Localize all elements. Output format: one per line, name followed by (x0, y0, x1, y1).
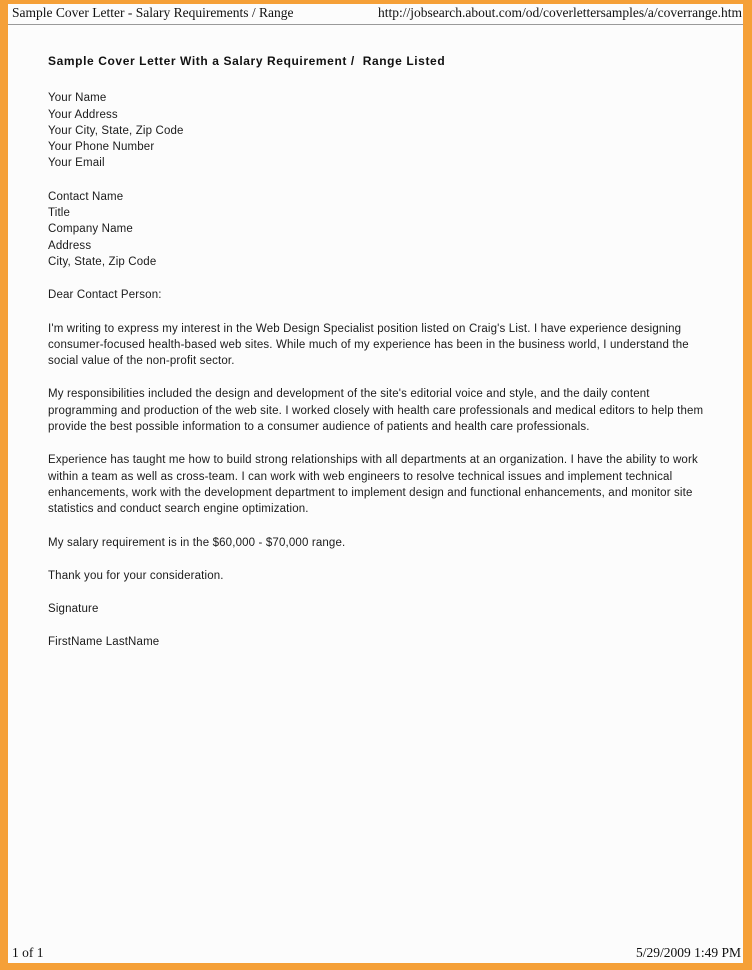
letter-title: Sample Cover Letter With a Salary Requirement / Range Listed (48, 54, 446, 68)
print-header-url: http://jobsearch.about.com/od/coverlettersamples/a/coverrange.htm (378, 5, 742, 20)
body-paragraph-1: I'm writing to express my interest in the Web Design Specialist position listed on Craig's List. I have experience designing consumer-focused health-based web sites. While much of my experience has been in the business world, I understand the social value of the non-profit sector. (48, 322, 689, 368)
salutation-line: Dear Contact Person: (48, 289, 162, 302)
sender-name-line: Your Name (48, 92, 107, 105)
sender-address-block (48, 90, 703, 171)
print-header-title: Sample Cover Letter - Salary Requirements / Range (12, 5, 294, 20)
print-footer (8, 943, 743, 963)
salary-requirement-paragraph: My salary requirement is in the $60,000 - $70,000 range. (48, 536, 346, 549)
sender-phone-line: Your Phone Number (48, 141, 155, 154)
signature-label: Signature (48, 603, 99, 616)
sender-email-line: Your Email (48, 157, 105, 170)
closing-paragraph: Thank you for your consideration. (48, 569, 224, 582)
signer-name-block (48, 634, 703, 650)
signer-name: FirstName LastName (48, 636, 160, 649)
page-number: 1 of 1 (12, 945, 44, 960)
recipient-address-block (48, 189, 703, 270)
recipient-company-line: Company Name (48, 223, 133, 236)
sender-address-line: Your Address (48, 108, 118, 121)
recipient-address-line: Address (48, 239, 92, 252)
salutation (48, 287, 703, 303)
letter-document (8, 25, 743, 943)
recipient-name-line: Contact Name (48, 190, 124, 203)
print-header (8, 4, 743, 25)
recipient-title-line: Title (48, 207, 71, 220)
sender-city-line: Your City, State, Zip Code (48, 124, 184, 137)
print-timestamp: 5/29/2009 1:49 PM (635, 945, 741, 960)
recipient-city-line: City, State, Zip Code (48, 255, 157, 268)
body-paragraph-2: My responsibilities included the design and development of the site's editorial voice and style, and the daily content programming and production of the web site. I worked closely with health care professionals and medical editors to help them provide the best possible information to a consumer audience of patients and health care professionals. (48, 388, 704, 434)
body-paragraph-3: Experience has taught me how to build strong relationships with all departments at an organization. I have the ability to work within a team as well as cross-team. I can work with web engineers to resolve technical issues and implement technical enhancements, work with the development department to implement design and functional enhancements, and monitor site statistics and conduct search engine optimization. (48, 454, 698, 516)
signature-block (48, 601, 703, 617)
